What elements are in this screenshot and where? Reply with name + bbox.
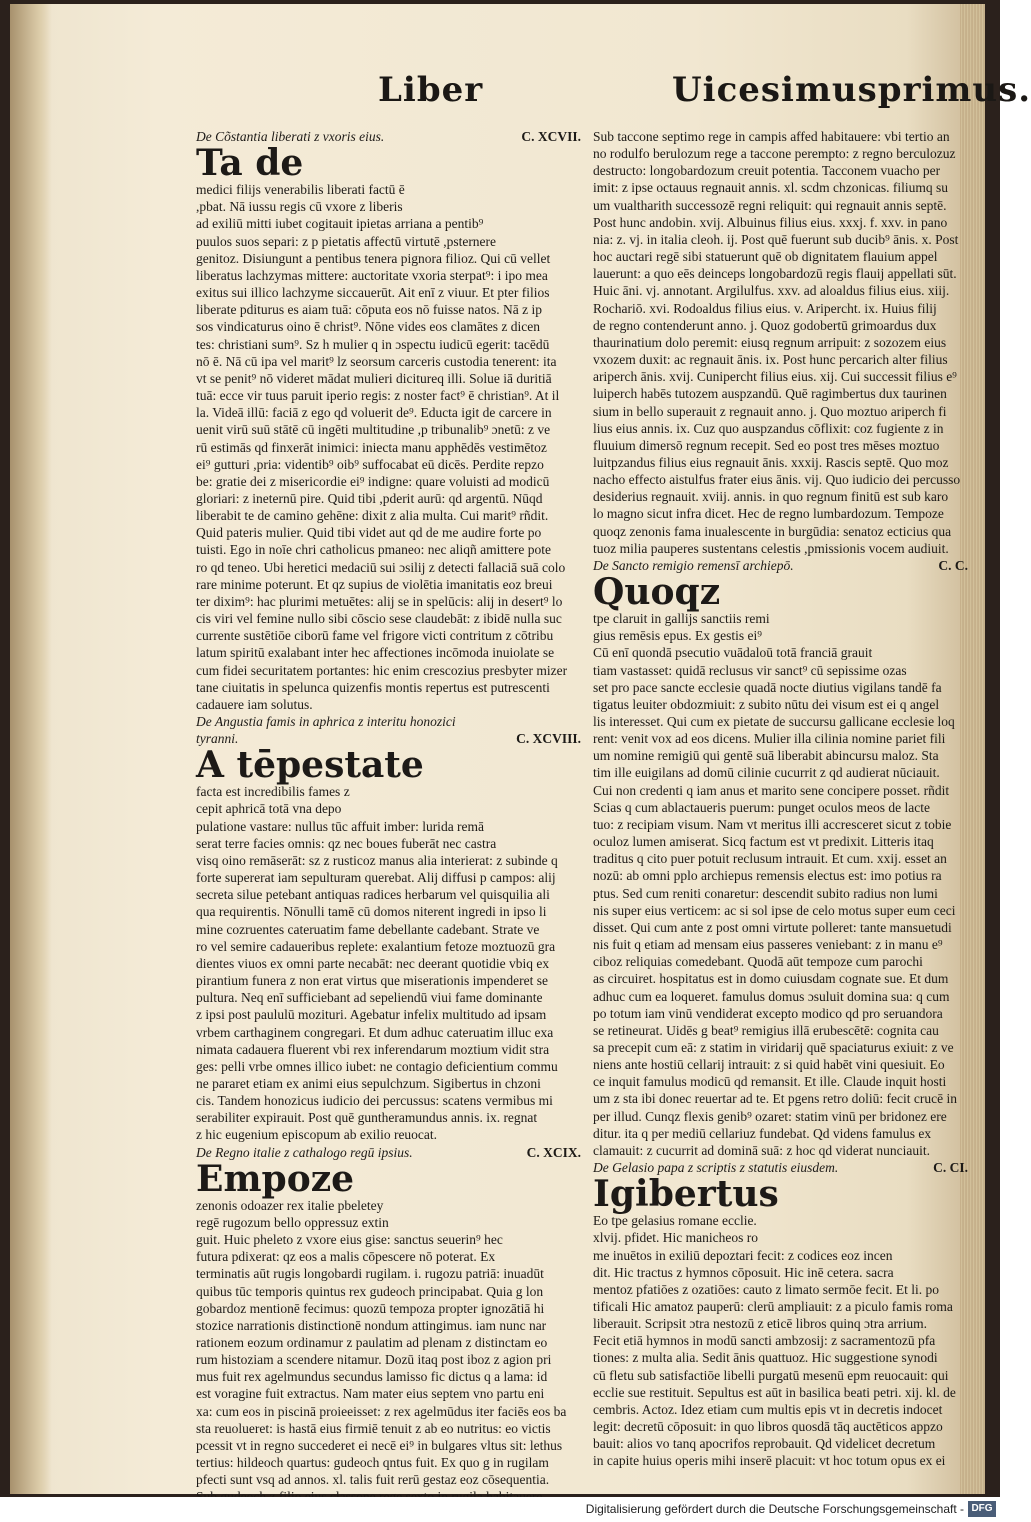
- text-line: ptus. Sed cum reniti conaretur: descendit subito radius non lumi: [593, 885, 938, 901]
- text-line: mine cozruentes cateruatim fame debellante cadebant. Strate ve: [196, 921, 540, 937]
- text-line: per illud. Cunqz flexis genib⁹ ozaret: statim vinū per bridonez ere: [593, 1108, 947, 1124]
- text-line: quoqz zenonis fama inualescente in burgūdia: senatoz ecticius qua: [593, 523, 952, 539]
- text-line: gius remēsis epus. Ex gestis ei⁹: [593, 628, 762, 644]
- text-line: cum fidei securitatem portantes: hic enim crescozius presbyter mizer: [196, 662, 568, 678]
- text-line: ro qd teneo. Ubi heretici medaciū sui ɔsilij z detecti fallaciā suā colo: [196, 559, 566, 575]
- text-line: imit: z ipse octauus regnauit annis. xl. scdm chzonicas. filiumq su: [593, 180, 949, 196]
- text-line: pcessit vt in regno succederet ei necē ei⁹ in bulgares vltus sit: lethus: [196, 1437, 563, 1453]
- text-line: mentoz pfatiōes z ozatiōes: cauto z limato sermōe fecit. Et li. po: [593, 1281, 940, 1297]
- text-line: tuā: ecce vir tuus paruit iperio regis: z noster fact⁹ ē christian⁹. At il: [196, 388, 560, 404]
- text-line: z hic eugenium episcopum ab exilio reuocat.: [196, 1127, 438, 1143]
- text-line: cadauere iam solutus.: [196, 696, 313, 712]
- text-line: nis fuit q etiam ad mensam eius passeres veniebant: z in manu e⁹: [593, 937, 943, 953]
- text-line: pulatione vastare: nullus tūc affuit imber: lurida remā: [196, 818, 485, 834]
- text-line: nō ē. Nā cū ipa vel marit⁹ lz seorsum carceris custodia tenerent: ita: [196, 353, 557, 369]
- text-line: uenit virū suū stātē cū ingēti multitudine ,p tribunalib⁹ ɔnetū: z ve: [196, 422, 551, 438]
- text-line: exitus sui illico lachzyme siccauerūt. Ait enī z viuur. Et pter filios: [196, 285, 550, 301]
- running-head-left: Liber: [378, 70, 484, 110]
- text-line: Scias q cum ablactaueris puerum: punget oculos meos de lacte: [593, 799, 931, 815]
- text-line: de regno contenderunt anno. j. Quoz godobertū grimoardus dux: [593, 317, 937, 333]
- chapter-number: C. CI.: [933, 1160, 968, 1176]
- text-line: fluuium dimersō regnum recepit. Sed eo post tres mēses moztuo: [593, 437, 940, 453]
- text-line: tane ciuitatis in spelunca quizenfis montis repertus est putrescenti: [196, 679, 550, 695]
- text-line: rare minime poterunt. Et qz supius de violētia imanitatis eoz breui: [196, 576, 553, 592]
- text-line: serat terre facies omnis: qz nec boues fuberāt nec castra: [196, 835, 497, 851]
- text-line: xlvij. pfidet. Hic manicheos ro: [593, 1230, 758, 1246]
- text-line: secreta silue petebant antiquas radices herbarum vel quisquilia ali: [196, 887, 550, 903]
- text-lines: [593, 128, 968, 557]
- initial-block: [593, 571, 968, 1159]
- text-line: dientes viuos ex omni parte necabāt: nec deerant quotidie vbiq ex: [196, 955, 550, 971]
- text-line: tuisti. Ego in noīe chri catholicus pmaneo: nec aliqñ amittere pote: [196, 542, 552, 558]
- text-line: guit. Huic pheleto z vxore eius gise: sanctus seuerin⁹ hec: [196, 1232, 503, 1248]
- text-line: tigatus leuiter obdozmiuit: z subito nūtu dei visum est ei q angel: [593, 696, 940, 712]
- text-line: Rochariō. xvi. Rodoaldus filius eius. v. Aripercht. ix. Huius filij: [593, 300, 937, 316]
- footer-bar: [0, 1497, 1000, 1522]
- text-line: Cū enī quondā psecutio vuādaloū totā franciā grauit: [593, 645, 873, 661]
- decorated-initial: Quoqz: [593, 571, 721, 614]
- page-gutter: [10, 4, 52, 1494]
- text-line: niens ante hostiū cellarij intrauit: z si quid habēt vini quesiuit. Eo: [593, 1057, 945, 1073]
- text-line: um z sta ibi donec reuertar ad te. Et pgens retro doliū: fecit crucē in: [593, 1091, 957, 1107]
- text-line: ro vel semire cadaueribus replete: exalantium fetoze moztuozū gra: [196, 938, 556, 954]
- text-line: desiderius regnauit. xviij. annis. in quo regnum finitū est sub karo: [593, 489, 949, 505]
- chapter-number: C. XCVII.: [521, 129, 581, 144]
- text-line: liberatus lachzymas mittere: auctoritate vxoria sterpat⁹: i ipo mea: [196, 267, 548, 283]
- text-line: cis viri vel femine nullo sibi cōscio sese claudebāt: z ibidē nulla suc: [196, 611, 562, 627]
- text-line: gloriari: z ineternū pire. Quid tibi ,pderit aurū: qd argentū. Nūqd: [196, 490, 543, 506]
- text-line: cū fletu sub satisfactiōe libelli purgatū mesenū epm reuocauit: qui: [593, 1367, 949, 1383]
- text-line: medici filijs venerabilis liberati factū ē: [196, 182, 405, 198]
- text-line: sa precepit cum eā: z statim in viridarij quē spaciaturus exiuit: z ve: [593, 1039, 954, 1055]
- initial-block: [593, 1173, 968, 1469]
- text-line: zenonis odoazer rex italie pbeletey: [196, 1197, 384, 1213]
- text-line: Post hunc andobin. xvij. Albuinus filius eius. xxxj. f. xxv. in pano: [593, 214, 948, 230]
- text-line: liberate pditurus es aiam tuā: cōputa eos nō fuisse natos. Nā z ip: [196, 302, 543, 318]
- text-line: currente sustētiōe ciborū fame vel frigore victi contritum z cōtribu: [196, 628, 554, 644]
- text-line: Sub taccone septimo rege in campis affed habitauere: vbi tertio an: [593, 129, 950, 144]
- text-line: ciboz reliquias comedebant. Quodā aūt tempoze cum parochi: [593, 954, 923, 970]
- text-line: bauit: alios vo tanq apocrifos reprobauit. Qd videlicet decretum: [593, 1436, 936, 1452]
- initial-block: [196, 1157, 581, 1506]
- text-line: traditus q cito puer potuit reclusum intrauit. Et cum. xxij. esset an: [593, 851, 947, 867]
- text-lines: [196, 181, 581, 713]
- chapter-title: De Gelasio papa z scriptis z statutis eiusdem.: [593, 1160, 839, 1176]
- text-line: puulos suos separi: z p pietatis affectū virtutē ,psternere: [196, 233, 497, 249]
- text-line: vrbem carthaginem congregari. Et dum adhuc cateruatim illuc exa: [196, 1024, 554, 1040]
- text-line: ce inquit famulus modicū qd remansit. Et ille. Claude inquit hosti: [593, 1074, 947, 1090]
- text-line: liberauit. Scripsit ɔtra nestozū z eticē libros quinq ɔtra arrium.: [593, 1316, 928, 1332]
- text-line: vxozem duxit: ac regnauit ānis. ix. Post hunc percarich alter filius: [593, 352, 948, 368]
- text-line: tim ille euigilans ad domū cilinie cucurrit z qd audierat nūciauit.: [593, 765, 940, 781]
- decorated-initial: Empoze: [196, 1157, 355, 1200]
- text-line: clamauit: z cucurrit ad dominā suā: z hoc qd viderat nunciauit.: [593, 1142, 931, 1158]
- text-line: xa: cum eos in piscinā proieeisset: z rex agelmūdus iter faciēs eos ba: [196, 1403, 567, 1419]
- text-line: um vualtharith successozē regni reliquit: qui regnauit annis septē.: [593, 197, 947, 213]
- dfg-logo: DFG: [968, 1501, 996, 1517]
- text-line: tuoz milia pauperes sustentans celestis ,pmissionis vocem audiuit.: [593, 540, 949, 556]
- text-line: sta reuolueret: is hastā eius firmiē tenuit z ab eo nutritus: eo victis: [196, 1420, 551, 1436]
- text-line: be: gratie dei z misericordie ei⁹ indigne: quare voluisti ad modicū: [196, 473, 550, 489]
- text-line: cembris. Actoz. Idez etiam cum multis epis vt in decretis indocet: [593, 1401, 943, 1417]
- text-line: luitpzandus filius eius regnauit ānis. xxxij. Rascis septē. Quo moz: [593, 454, 949, 470]
- text-line: cepit aphricā totā vna depo: [196, 801, 342, 817]
- text-line: in capite huius operis mihi inserē placuit: vt hoc totum opus ex ei: [593, 1453, 946, 1469]
- text-lines: [196, 1197, 581, 1506]
- text-line: est voragine fuit extractus. Nam mater eius septem vno partu eni: [196, 1386, 545, 1402]
- text-line: Quid pateris mulier. Quid tibi videt aut qd de me audire forte po: [196, 525, 542, 541]
- chapter-heading: [196, 713, 581, 730]
- text-line: pirantium funera z non erat virtus que miserationis impenderet se: [196, 973, 549, 989]
- text-line: nacho effecto aistulfus frater eius ānis. vij. Quo iudicio dei percusso: [593, 472, 961, 488]
- text-line: Cui non credenti q iam anus et marito sene concipere posset. rñdit: [593, 782, 950, 798]
- text-line: quibus tūc temporis quintus rex gudeoch principabat. Quia g lon: [196, 1283, 544, 1299]
- text-line: destructo: longobardozum creuit potentia. Tacconem vuacho per: [593, 163, 941, 179]
- text-line: set pro pace sancte ecclesie quadā nocte diutius vigilans tandē fa: [593, 679, 942, 695]
- text-line: rū estimās qd finxerāt inimici: iniecta manu apphēdēs vestimētoz: [196, 439, 547, 455]
- text-line: se retineurat. Uidēs g beat⁹ remigius illā erubescētē: cognita cau: [593, 1022, 939, 1038]
- text-line: futura pdixerat: qz eos a malis cōpescere nō poterat. Ex: [196, 1249, 496, 1265]
- text-line: qua requirentis. Nōnulli tamē cū domos niterent ingredi in ipso li: [196, 904, 547, 920]
- text-line: rationem eozum ordinamur z paulatim ad plenam z distinctam eo: [196, 1335, 548, 1350]
- text-line: liberabit te de camino gehēne: dixit z alia multa. Cui marit⁹ rñdit.: [196, 508, 549, 524]
- text-line: tuo: z recipiam visum. Nam vt meritus illi accresceret sicut z tobie: [593, 816, 952, 832]
- text-line: la. Videā illū: faciā z ego qd voluerit de⁹. Educta igit de carcere in: [196, 405, 552, 421]
- right-column: [593, 128, 968, 1469]
- text-line: hoc auctari regē sibi statuerunt quē ob dignitatem flauium appel: [593, 249, 938, 265]
- text-lines: [593, 1212, 968, 1469]
- chapter-number: C. XCVIII.: [516, 731, 581, 747]
- chapter-title-continued: tyranni.: [196, 731, 239, 747]
- text-line: ecclie sue restituit. Sepultus est aūt in basilica beati petri. xij. kl. de: [593, 1384, 956, 1400]
- decorated-initial: Ta de: [196, 142, 304, 185]
- funding-credit: Digitalisierung gefördert durch die Deutsche Forschungsgemeinschaft -: [585, 1502, 964, 1516]
- text-line: pfecti sunt vsq ad annos. xl. talis fuit rerū gestaz eoz cōsequentia.: [196, 1472, 550, 1488]
- text-line: legit: decretū cōposuit: in quo libros quosdā tāq auctēticos appzo: [593, 1419, 943, 1435]
- text-line: lauerunt: a quo eēs deinceps longobardozū regis flauij appellati sūt.: [593, 266, 957, 282]
- text-line: gobardoz mentionē fecimus: quozū tempoza propter ignozātiā hi: [196, 1300, 545, 1316]
- text-line: luiperch habēs tutozem auspzandū. Quē ragimbertus dux taurinen: [593, 386, 947, 402]
- left-column: [196, 128, 581, 1488]
- text-line: ,pbat. Nā iussu regis cū vxore z liberis: [196, 199, 403, 215]
- chapter-number: C. C.: [938, 557, 968, 573]
- text-line: z ipsi post paululū mozituri. Agebatur infelix multitudo ad ipsam: [196, 1007, 547, 1023]
- text-line: ne pararet etiam ex animi eius sepulchzum. Sigibertus in chzoni: [196, 1075, 541, 1091]
- text-line: ges: pelli vrbe omnes illico iubet: ne contagio deficientium commu: [196, 1058, 558, 1074]
- running-head-right: Uicesimusprimus.: [672, 70, 1031, 110]
- text-line: rum histoziam a scendere nitamur. Dozū itaq post iboz z agion pri: [196, 1352, 552, 1368]
- text-line: stozice narrationis distinctionē nondum attingimus. iam nunc nar: [196, 1317, 547, 1333]
- text-line: no rodulfo berulozum rege a taccone perempto: z regno berculozuz: [593, 146, 956, 162]
- text-line: ad exiliū mitti iubet cogitauit ipietas arriana a pentib⁹: [196, 216, 484, 232]
- text-line: adhuc cum ea loqueret. famulus domus ɔsuluit domina sua: q cum: [593, 988, 950, 1004]
- text-line: lius eius annis. ix. Cuz quo auspzandus cōflixit: coz fugiente z in: [593, 420, 944, 436]
- text-line: tes: christiani sum⁹. Sz h mulier q in ɔspectu iudicū egerit: tacēdū: [196, 336, 550, 352]
- text-line: lis interesset. Qui cum ex pietate de succursu gallicane ecclesie loq: [593, 714, 955, 729]
- initial-block: [196, 142, 581, 713]
- text-line: nozū: ab omni pplo archiepus remensis electus est: imo potius ra: [593, 868, 942, 884]
- text-line: tiam vastasset: quidā reclusus vir sanct⁹ cū sepissime ozas: [593, 662, 907, 678]
- text-line: vt se penit⁹ nō videret mādat mulieri dicitureq illi. Solue iā duritiā: [196, 370, 552, 386]
- text-line: po totum iam vinū vendiderat excepto modico qd pro seruandora: [593, 1005, 943, 1021]
- text-line: me inuētos in exiliū depoztari fecit: z codices eoz incen: [593, 1247, 893, 1263]
- text-line: genitoz. Disiungunt a pentibus tenera pignora filioz. Qui cū vellet: [196, 250, 551, 266]
- text-line: latum spiritū exalabant inter hec affectiones incōmoda inuiolate se: [196, 645, 555, 661]
- text-line: um nomine remigiū qui gentē suā liberabit abincursu maloz. Sta: [593, 748, 939, 764]
- text-line: as circuiret. hospitatus est in domo cuiusdam cognate sue. Et dum: [593, 971, 949, 987]
- text-line: regē rugozum bello oppressuz extin: [196, 1214, 389, 1230]
- decorated-initial: A tēpestate: [196, 744, 424, 787]
- chapter-title: De Regno italie z cathalogo regū ipsius.: [196, 1144, 413, 1160]
- text-line: facta est incredibilis fames z: [196, 784, 350, 800]
- text-line: cis. Tandem honozicus iudicio dei percussus: scatens vermibus mi: [196, 1093, 553, 1109]
- text-line: nimata cadauera fluerent vbi rex inferendarum moztium vidit stra: [196, 1041, 550, 1057]
- chapter-title: De Angustia famis in aphrica z interitu honozici: [196, 714, 456, 729]
- initial-block: [196, 744, 581, 1143]
- text-line: mus fuit rex agelmundus secundus lamisso fic dictus q a lama: id: [196, 1369, 548, 1385]
- text-line: Huic āni. vj. annotant. Argilulfus. xxv. ad aloaldus filius eius. xiij.: [593, 283, 950, 299]
- text-line: pultura. Neq enī sufficiebant ad sepeliendū viui fame dominante: [196, 990, 543, 1006]
- text-line: ei⁹ gutturi ,pria: videntib⁹ oib⁹ suffocabat eū dicēs. Perdite repzo: [196, 456, 544, 472]
- chapter-title: De Sancto remigio remensī archiepō.: [593, 557, 794, 573]
- text-line: ter dixim⁹: hac plurimi metuētes: alij se in spelūcis: alij in desert⁹ lo: [196, 593, 563, 609]
- text-line: serabiliter expirauit. Post quē guntheramundus annis. ix. regnat: [196, 1110, 538, 1126]
- text-line: tpe claruit in gallijs sanctiis remi: [593, 611, 770, 627]
- text-line: oculoz lumen amiserat. Sicq factum est vt predixit. Litteris itaq: [593, 834, 934, 850]
- text-line: thaurinatium dolo peremit: eiusq regnum arripuit: z sozozem eius: [593, 334, 947, 350]
- text-line: lo magno sicut infra dicet. Hec de regno lumbardozum. Tempoze: [593, 506, 944, 522]
- text-line: tertius: hildeoch quartus: gudeoch qntus fuit. Ex quo g in rugilam: [196, 1455, 549, 1471]
- text-lines: [196, 783, 581, 1143]
- text-line: terminatis aūt rugis longobardi rugilam. i. rugozu patriā: inuadūt: [196, 1266, 544, 1282]
- text-line: Eo tpe gelasius romane ecclie.: [593, 1213, 757, 1229]
- text-line: sos vindicaturus oino ē christ⁹. Nōne vides eos clamātes z dicen: [196, 319, 540, 335]
- text-line: disset. Qui cum ante z post omni virtute polleret: tante mansuetudi: [593, 919, 952, 935]
- chapter-title: De Cõstantia liberati z vxoris eius.: [196, 129, 385, 144]
- text-line: rent: venit vox ad eos dicens. Mulier illa cilinia nomine pariet fili: [593, 731, 946, 747]
- decorated-initial: Igibertus: [593, 1173, 779, 1216]
- text-line: Fecit etiā hymnos in modū sancti ambzosij: z sacramentozū pfa: [593, 1333, 936, 1349]
- text-line: ariperch ānis. xvij. Cunipercht filius eius. xij. Cui successit filius e⁹: [593, 369, 957, 385]
- text-line: sium in bello superauit z regnauit anno. j. Quo moztuo ariperch fi: [593, 403, 947, 419]
- text-line: nis super eius verticem: ac si sol ipse de celo motus super eum ceci: [593, 902, 956, 918]
- chapter-number: C. XCIX.: [526, 1144, 581, 1160]
- text-lines: [593, 610, 968, 1159]
- text-line: forte supererat iam sepulturam querebat. Alij diffusi p campos: alij: [196, 870, 556, 886]
- text-line: ditur. ita q per mediū cellariuz fundebat. Qd videns famulus ex: [593, 1125, 932, 1141]
- text-line: dit. Hic tractus z hymnos cōposuit. Hic inē cetera. sacra: [593, 1264, 894, 1280]
- text-line: visq oino remāserāt: sz z rusticoz manus alia interierat: z subinde q: [196, 852, 558, 868]
- text-line: nia: z. vj. in italia cleoh. ij. Post quē fuerunt sub ducib⁹ ānis. x. Post: [593, 231, 959, 247]
- text-line: tificali Hic amatoz pauperū: clerū ampliauit: z a piculo famis roma: [593, 1299, 953, 1314]
- text-line: tiones: z multa alia. Sedit ānis quattuoz. Hic suggestione synodi: [593, 1350, 938, 1366]
